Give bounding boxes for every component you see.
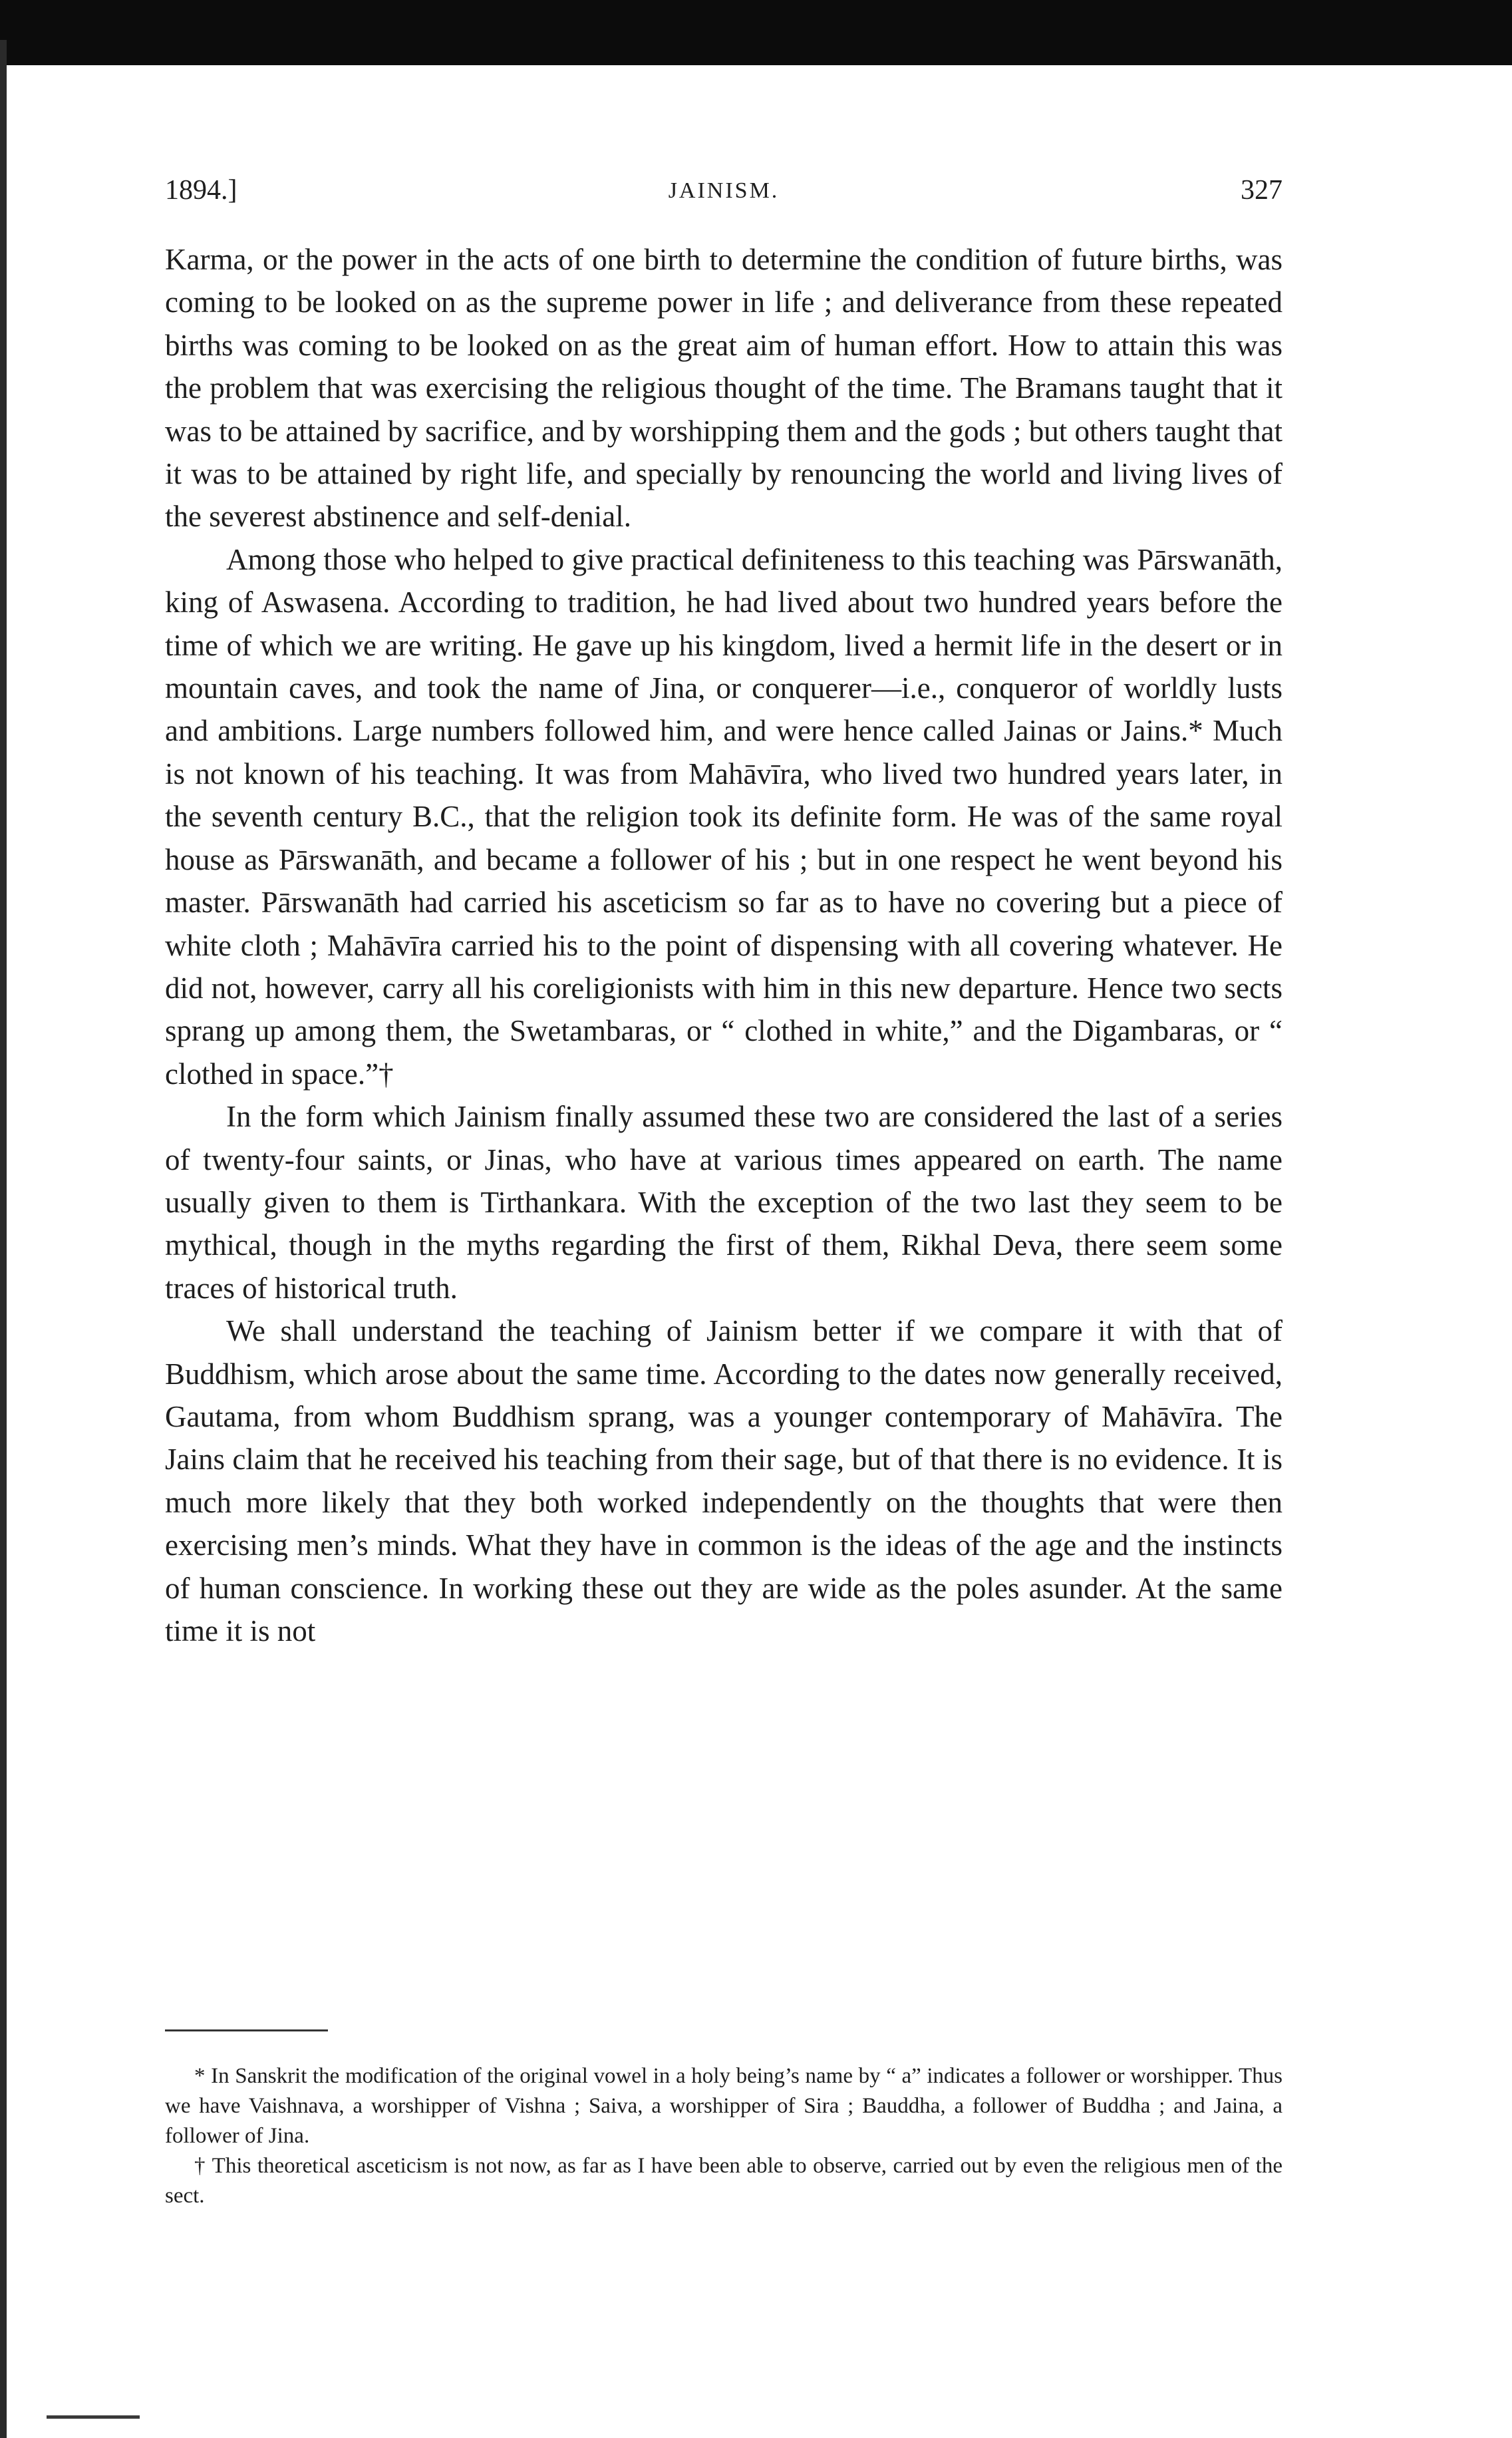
scan-bottom-mark — [47, 2415, 140, 2419]
paragraph: Karma, or the power in the acts of one birth to determine the condition of future births, was coming to be looked on as the supreme power in life ; and deliverance from these repeated births was coming to be looked on as the great aim of human effort. How to attain this was the problem that was exercising the religious thought of the time. The Bramans taught that it was to be attained by sacrifice, and by worshipping them and the gods ; but others taught that it was to be attained by right life, and specially by renouncing the world and living lives of the severest abstinence and self-denial. — [165, 243, 1283, 534]
paragraph: Among those who helped to give practical definiteness to this teaching was Pārswanāth, king of Aswasena. According to tradition, he had lived about two hundred years before the time of which we are writing. He gave up his kingdom, lived a hermit life in the desert or in mountain caves, and took the name of Jina, or conquerer—i.e., conqueror of worldly lusts and ambitions. Large numbers followed him, and were hence called Jainas or Jains.* Much is not known of his teaching. It was from Mahāvīra, who lived two hundred years later, in the seventh century B.C., that the religion took its definite form. He was of the same royal house as Pārswanāth, and became a follower of his ; but in one respect he went beyond his master. Pārswanāth had carried his asceticism so far as to have no covering but a piece of white cloth ; Mahāvīra carried his to the point of dispensing with all covering whatever. He did not, however, carry all his coreligionists with him in this new departure. Hence two sects sprang up among them, the Swetambaras, or “ clothed in white,” and the Digambaras, or “ clothed in space.”† — [165, 542, 1283, 1091]
running-head — [165, 174, 1283, 221]
page-number: 327 — [1241, 175, 1283, 206]
scan-border-top — [0, 0, 1512, 65]
scan-border-left — [0, 40, 7, 2438]
header-title: JAINISM. — [668, 178, 780, 203]
footnote-divider — [165, 2029, 328, 2031]
paragraph: We shall understand the teaching of Jainism better if we compare it with that of Buddhism, which arose about the same time. According to the dates now generally received, Gautama, from whom Buddhism sprang, was a younger contemporary of Mahāvīra. The Jains claim that he received his teaching from their sage, but of that there is no evidence. It is much more likely that they both worked independently on the thoughts that were then exercising men’s minds. What they have in common is the ideas of the age and the instincts of human conscience. In working these out they are wide as the poles asunder. At the same time it is not — [165, 1314, 1283, 1648]
header-year: 1894.] — [165, 175, 237, 206]
body-text — [165, 238, 1283, 1652]
footnote: † This theoretical asceticism is not now, as far as I have been able to observe, carried out by even the religious men of the sect. — [165, 2154, 1283, 2208]
paragraph: In the form which Jainism finally assumed these two are considered the last of a series of twenty-four saints, or Jinas, who have at various times appeared on earth. The name usually given to them is Tirthankara. With the exception of the two last they seem to be mythical, though in the myths regarding the first of them, Rikhal Deva, there seem some traces of historical truth. — [165, 1100, 1283, 1305]
footnotes — [165, 2061, 1283, 2211]
footnote: * In Sanskrit the modification of the original vowel in a holy being’s name by “ a” indicates a follower or worshipper. Thus we have Vaishnava, a worshipper of Vishna ; Saiva, a worshipper of Sira ; Bauddha, a follower of Buddha ; and Jaina, a follower of Jina. — [165, 2064, 1283, 2148]
